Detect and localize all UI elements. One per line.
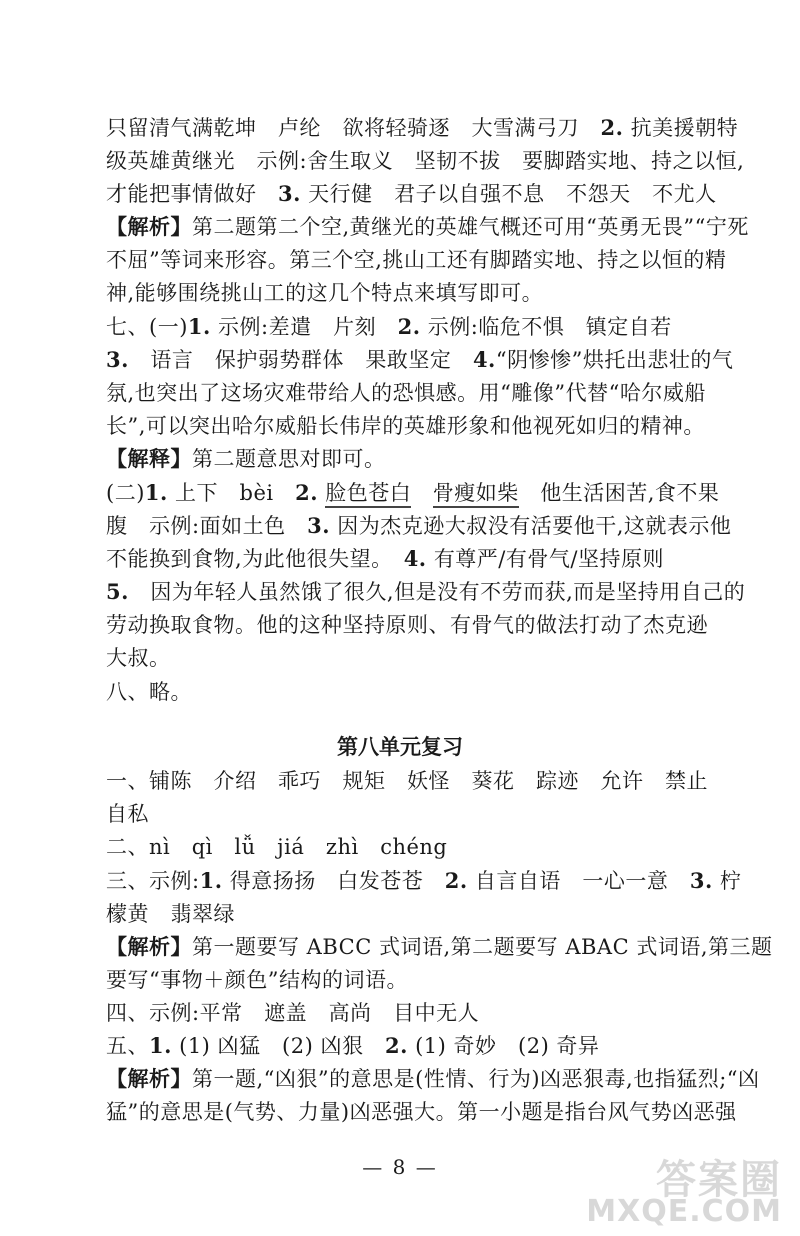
text-line: 自私 xyxy=(106,802,149,826)
text-line: 不能换到食物,为此他很失望。 4. 有尊严/有骨气/坚持原则 xyxy=(106,546,664,571)
section-7-line: 七、(一)1. 示例:差遣 片刻 2. 示例:临危不惧 镇定自若 xyxy=(106,314,672,339)
text-line: 级英雄黄继光 示例:舍生取义 坚韧不拔 要脚踏实地、持之以恒, xyxy=(106,149,745,173)
analysis-line: 【解析】第一题,“凶狠”的意思是(性情、行为)凶恶狠毒,也指猛烈;“凶 xyxy=(106,1066,760,1091)
watermark-text: 答案圈 xyxy=(656,1157,782,1203)
analysis-line: 【解析】第二题第二个空,黄继光的英雄气概还可用“英勇无畏”“宁死 xyxy=(106,214,749,239)
text-line: 檬黄 翡翠绿 xyxy=(106,902,235,926)
underlined-answer: 骨瘦如柴 xyxy=(433,481,519,508)
text-line: 不屈”等词来形容。第三个空,挑山工还有脚踏实地、持之以恒的精 xyxy=(106,248,727,272)
text-line: 氛,也突出了这场灾难带给人的恐惧感。用“雕像”代替“哈尔威船 xyxy=(106,381,706,405)
text-line: 要写“事物＋颜色”结构的词语。 xyxy=(106,968,408,992)
watermark-logo xyxy=(420,1148,790,1228)
text-line: 一、铺陈 介绍 乖巧 规矩 妖怪 葵花 踪迹 允许 禁止 xyxy=(106,769,708,793)
text-line: 5. 因为年轻人虽然饿了很久,但是没有不劳而获,而是坚持用自己的 xyxy=(106,579,746,604)
pinyin-line: 二、nì qì lǚ jiá zhì chéng xyxy=(106,835,448,859)
text-line: 只留清气满乾坤 卢纶 欲将轻骑逐 大雪满弓刀 2. 抗美援朝特 xyxy=(106,115,739,140)
text-line: 猛”的意思是(气势、力量)凶恶强大。第一小题是指台风气势凶恶强 xyxy=(106,1100,737,1124)
text-line: 腹 示例:面如土色 3. 因为杰克逊大叔没有活要他干,这就表示他 xyxy=(106,513,732,538)
text-line: 八、略。 xyxy=(106,680,192,704)
page-number: — 8 — xyxy=(362,1155,438,1179)
text-line: 劳动换取食物。他的这种坚持原则、有骨气的做法打动了杰克逊 xyxy=(106,613,708,637)
text-line: 3. 语言 保护弱势群体 果敢坚定 4.“阴惨惨”烘托出悲壮的气 xyxy=(106,347,734,372)
underlined-answer: 脸色苍白 xyxy=(325,481,411,508)
text-line: 大叔。 xyxy=(106,646,171,670)
text-line: 四、示例:平常 遮盖 高尚 目中无人 xyxy=(106,1001,480,1025)
analysis-line: 【解析】第一题要写 ABCC 式词语,第二题要写 ABAC 式词语,第三题 xyxy=(106,934,773,959)
text-line: (二)1. 上下 bèi 2. 脸色苍白 骨瘦如柴 他生活困苦,食不果 xyxy=(106,478,706,508)
text-line: 三、示例:1. 得意扬扬 白发苍苍 2. 自言自语 一心一意 3. 柠 xyxy=(106,868,742,893)
section-heading: 第八单元复习 xyxy=(337,734,463,759)
watermark-url: MXQE.COM xyxy=(586,1194,782,1229)
text-line: 神,能够围绕挑山工的这几个特点来填写即可。 xyxy=(106,281,544,305)
explanation-line: 【解释】第二题意思对即可。 xyxy=(106,446,386,471)
text-line: 五、1. (1) 凶猛 (2) 凶狠 2. (1) 奇妙 (2) 奇异 xyxy=(106,1033,600,1058)
text-line: 长”,可以突出哈尔威船长伟岸的英雄形象和他视死如归的精神。 xyxy=(106,414,705,438)
text-line: 才能把事情做好 3. 天行健 君子以自强不息 不怨天 不尤人 xyxy=(106,181,717,206)
